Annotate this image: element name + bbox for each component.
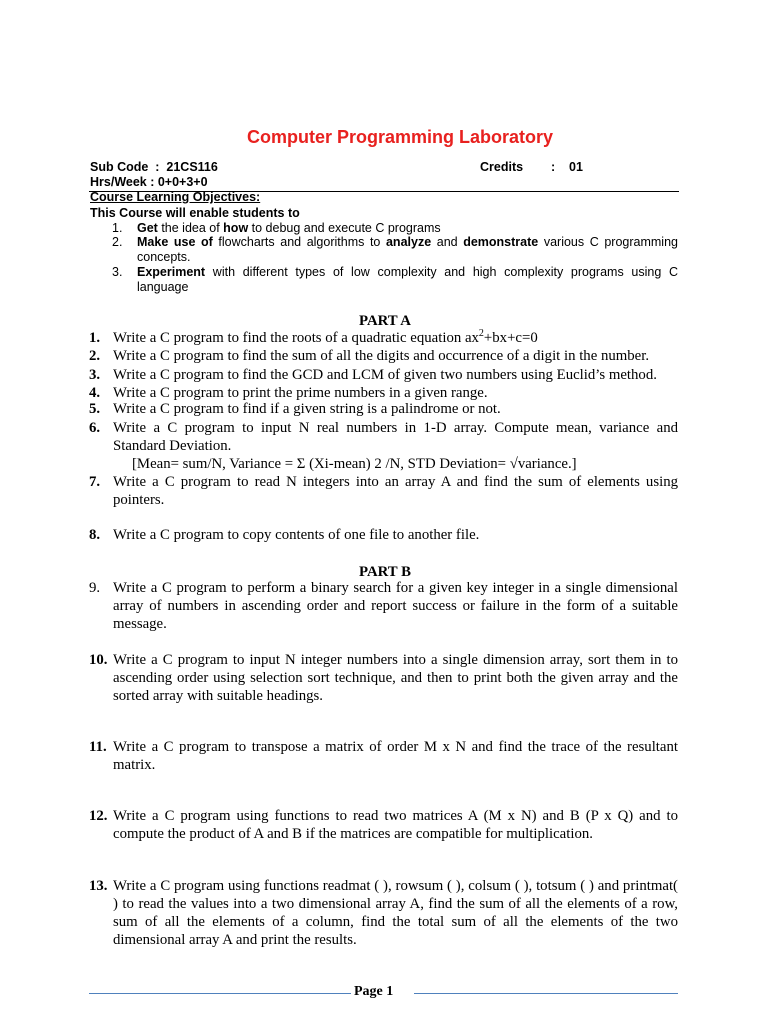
question-text: Write a C program to input N real numbers in 1-D array. Compute mean, variance and Standard Deviation.: [113, 420, 678, 454]
question-fragment: Write a C program to find the roots of a quadratic equation ax: [113, 330, 479, 346]
hours-per-week: Hrs/Week : 0+0+3+0: [90, 175, 208, 189]
question-text: Write a C program to perform a binary search for a given key integer in a single dimensional array of numbers in ascending order and report success or failure in the form of a suitable message.: [113, 580, 678, 632]
question-number: 9.: [89, 580, 101, 596]
question-text: Write a C program to print the prime numbers in a given range.: [113, 385, 488, 401]
objective-keyword: Make use of: [137, 235, 213, 249]
question-text: Write a C program to find the sum of all the digits and occurrence of a digit in the number.: [113, 348, 650, 364]
objective-number: 3.: [112, 265, 123, 279]
question-number: 13.: [89, 878, 108, 894]
footer-rule-right: [414, 993, 678, 994]
objective-fragment: the idea of: [157, 221, 224, 235]
question-text: Write a C program to find the GCD and LCM of given two numbers using Euclid’s method.: [113, 367, 657, 383]
question-number: 8.: [89, 527, 101, 543]
question-number: 11.: [89, 739, 107, 755]
objective-fragment: to debug and execute C programs: [248, 221, 441, 235]
question-number: 3.: [89, 367, 101, 383]
question-text: Write a C program to input N integer numbers into a single dimension array, sort them in to ascending order using selection sort technique, and then to print both the given array and the sorted array with suitable headings.: [113, 652, 678, 704]
objective-fragment: flowcharts and algorithms to: [212, 235, 386, 249]
objective-fragment: various C programming concepts.: [137, 235, 678, 264]
question-number: 1.: [89, 330, 101, 346]
part-a-heading: PART A: [359, 313, 411, 329]
subject-code: Sub Code : 21CS116: [90, 160, 218, 174]
objectives-heading: Course Learning Objectives:: [90, 190, 261, 204]
question-text: Write a C program to find if a given string is a palindrome or not.: [113, 401, 501, 417]
objective-keyword: Get: [137, 221, 158, 235]
part-b-heading: PART B: [359, 564, 411, 580]
question-number: 7.: [89, 474, 101, 490]
question-number: 12.: [89, 808, 108, 824]
question-text: Write a C program to read N integers into an array A and find the sum of elements using pointers.: [113, 474, 678, 508]
question-text: Write a C program to copy contents of one file to another file.: [113, 527, 480, 543]
objective-fragment: and: [431, 235, 464, 249]
question-text: Write a C program using functions to read two matrices A (M x N) and B (P x Q) and to compute the product of A and B if the matrices are compatible for multiplication.: [113, 808, 678, 842]
objective-text: [137, 265, 678, 295]
question-fragment: +bx+c=0: [483, 330, 538, 346]
document-title: Computer Programming Laboratory: [246, 127, 554, 147]
credits-label: Credits: [480, 160, 524, 174]
question-number: 4.: [89, 385, 101, 401]
question-text: [113, 329, 678, 347]
question-text: Write a C program using functions readmat ( ), rowsum ( ), colsum ( ), totsum ( ) and printmat( ) to read the values into a two dimensional array A, find the sum of all the elements of a row, sum of all the elements of a column, find the total sum of all the elements of the two dimensional array A and print the results.: [113, 878, 678, 948]
objective-keyword: Experiment: [137, 265, 206, 279]
objectives-intro: This Course will enable students to: [90, 206, 300, 220]
objective-keyword: how: [223, 221, 249, 235]
question-text: Write a C program to transpose a matrix of order M x N and find the trace of the resultant matrix.: [113, 739, 678, 773]
objective-text: [137, 221, 678, 236]
footer-rule-left: [89, 993, 351, 994]
question-number: 5.: [89, 401, 101, 417]
question-number: 6.: [89, 420, 101, 436]
credits-value: 01: [569, 160, 583, 174]
question-number: 10.: [89, 652, 108, 668]
objective-keyword: demonstrate: [463, 235, 539, 249]
statistics-formula: [Mean= sum/N, Variance = Σ (Xi-mean) 2 /N, STD Deviation= √variance.]: [132, 456, 577, 472]
objective-fragment: with different types of low complexity and high complexity programs using C language: [137, 265, 678, 294]
question-number: 2.: [89, 348, 101, 364]
objective-number: 2.: [112, 235, 123, 249]
objective-number: 1.: [112, 221, 123, 235]
exponent: 2: [478, 328, 484, 340]
credits-colon: :: [551, 160, 556, 174]
page-number: Page 1: [354, 984, 394, 999]
objective-text: [137, 235, 678, 265]
objective-keyword: analyze: [385, 235, 432, 249]
